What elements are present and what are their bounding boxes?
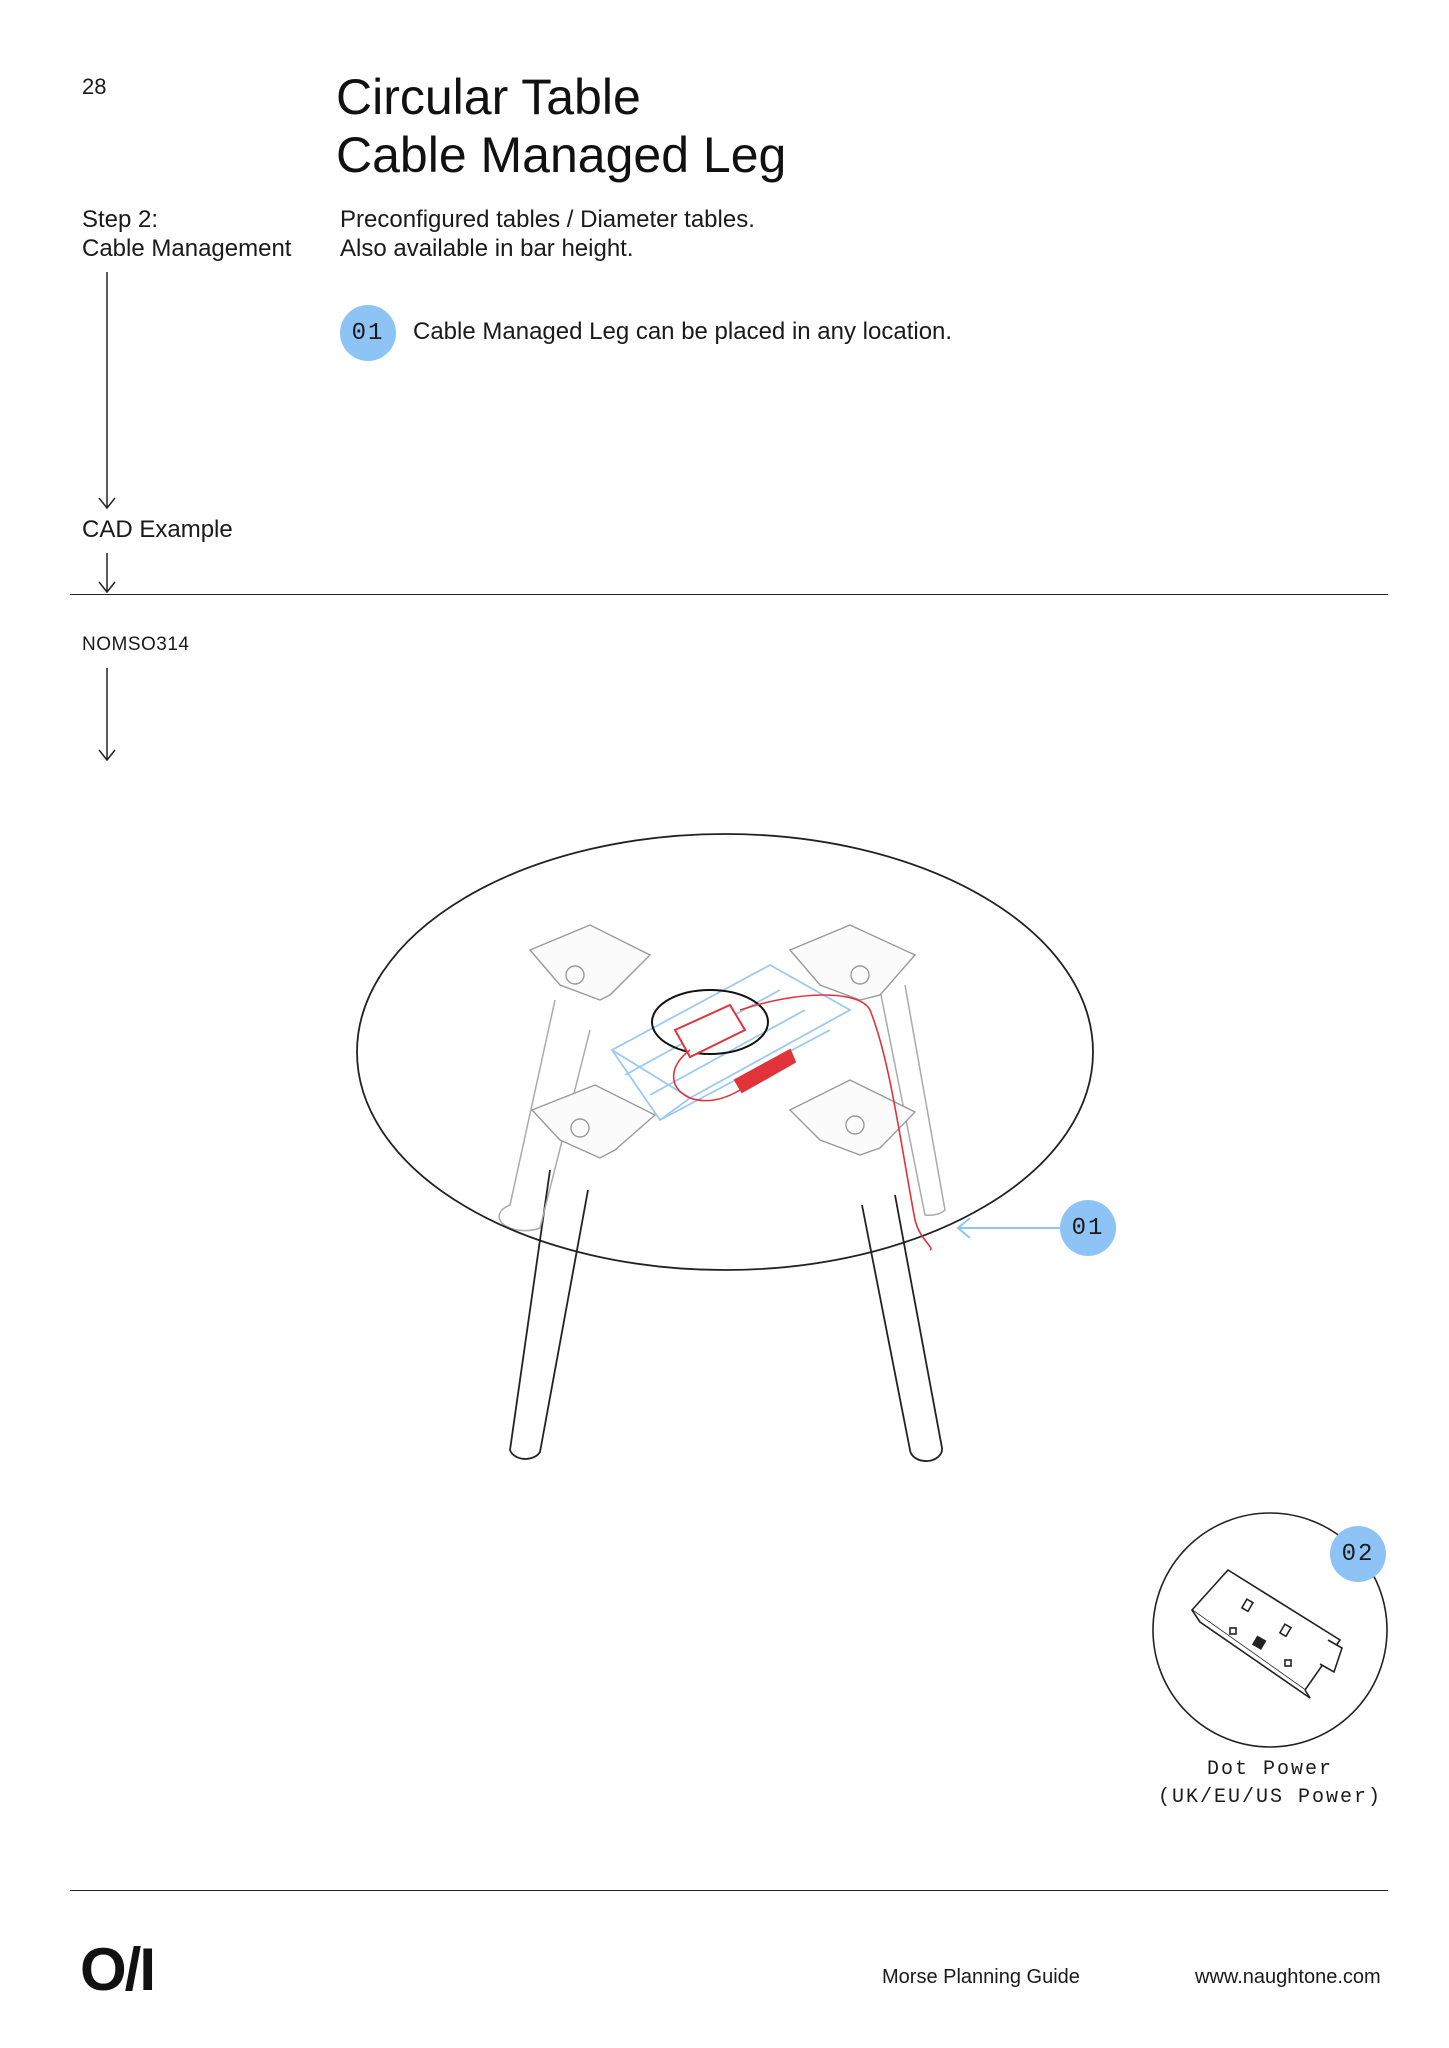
callout-badge-01: 01 [1060,1200,1116,1256]
detail-badge-02: 02 [1330,1526,1386,1582]
description-line-1: Preconfigured tables / Diameter tables. [340,206,755,233]
step-line-2: Cable Management [82,235,292,262]
note-badge-01: 01 [340,305,396,361]
title-line-1: Circular Table [336,69,641,125]
dot-power-unit [1192,1570,1342,1698]
description-line-2: Also available in bar height. [340,235,634,262]
detail-caption-line-2: (UK/EU/US Power) [1157,1786,1383,1809]
footer-guide-title: Morse Planning Guide [882,1966,1080,1988]
table-legs [510,1170,942,1461]
arrow-down-icon [99,272,115,508]
arrow-left-icon [958,1218,1063,1238]
arrow-down-icon [99,553,115,592]
footer-url: www.naughtone.com [1195,1966,1381,1988]
detail-caption [1130,1756,1410,1812]
cable-tray [612,965,850,1120]
arrow-down-icon [99,668,115,760]
detail-caption-line-1: Dot Power [1206,1758,1334,1781]
product-code: NOMSO314 [82,634,190,655]
cad-example-label: CAD Example [82,516,233,543]
page-number: 28 [82,74,107,99]
title-line-2: Cable Managed Leg [336,127,787,183]
divider-bottom [70,1890,1388,1891]
step-line-1: Step 2: [82,206,159,233]
brand-logo: O/I [80,1936,155,2003]
note-text: Cable Managed Leg can be placed in any location. [413,318,953,345]
